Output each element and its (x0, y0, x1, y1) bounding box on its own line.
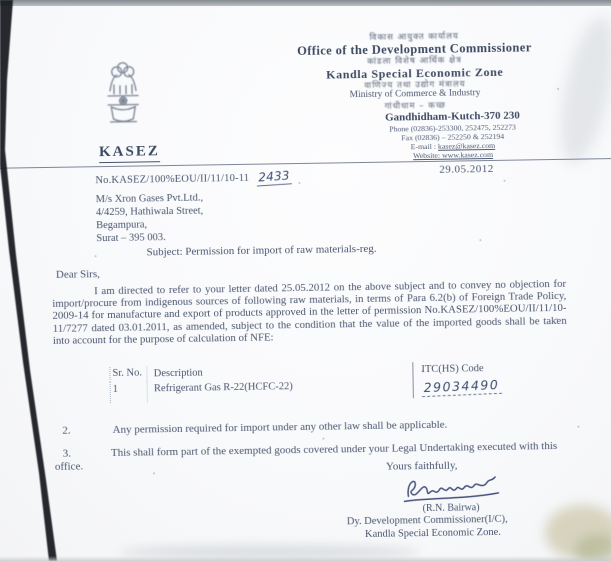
salutation: Dear Sirs, (55, 268, 100, 281)
header-itc-hs-code: ITC(HS) Code (412, 360, 543, 377)
header-sr-no: Sr. No. (109, 366, 147, 382)
letterhead-hindi-office: विकास आयुक्त कार्यालय (369, 31, 459, 43)
letterhead-zone-name: Kandla Special Economic Zone (326, 64, 504, 82)
closing-phrase: Yours faithfully, (385, 459, 458, 473)
letterhead-hindi-ministry: वाणिज्य तथा उद्योग मंत्रालय (364, 78, 466, 91)
letterhead-office-name: Office of the Development Commissioner (296, 39, 532, 58)
reference-number-printed: No.KASEZ/100%EOU/II/11/10-11 (95, 172, 250, 187)
kasez-logo: KASEZ (99, 143, 160, 163)
paragraph-2-text: Any permission required for import under any other law shall be applicable. (112, 418, 448, 436)
cell-description: Refrigerant Gas R-22(HCFC-22) (147, 377, 413, 402)
header-description: Description (147, 362, 413, 381)
letterhead-ministry: Ministry of Commerce & Industry (349, 88, 481, 101)
scan-bottom-edge (0, 556, 611, 561)
addressee-area: Begampura, (96, 219, 148, 232)
letter-date: 29.05.2012 (439, 162, 494, 176)
paragraph-2-number: 2. (62, 424, 71, 437)
body-paragraph-1: I am directed to refer to your letter dated 25.05.2012 on the above subject and to convey no objection for import/procure from indigenous sources of following raw materials, in terms of Para 6.2(b) of Foreign Trade Policy, 2009-14 for manufacture and export of products approved in the letter of permission No.KASEZ/100%EOU/II/11/10-11/7277 dated 03.01.2011, as amended, subject to the condition that the value of the imported goods shall be taken into account for the purpose of calculation of NFE: (52, 277, 567, 347)
signer-name: (R.N. Bairwa) (422, 502, 480, 515)
handwritten-itc-code: 29034490 (421, 377, 501, 397)
website-label: Website: (412, 151, 441, 161)
email-label: E-mail : (410, 141, 437, 152)
email-value: kasez@kasez.com (437, 141, 496, 151)
signer-organization: Kandla Special Economic Zone. (364, 526, 501, 541)
letterhead-address: Gandhidham-Kutch-370 230 (384, 109, 520, 124)
letterhead-fax: Fax (02836) – 252250 & 252194 (401, 131, 505, 143)
cell-sr-no: 1 (110, 381, 148, 403)
signer-title: Dy. Development Commissioner(I/C), (346, 513, 508, 528)
reference-number-handwritten: 2433 (256, 168, 292, 186)
subject-line: Subject: Permission for import of raw materials-reg. (146, 242, 377, 259)
addressee-street: 4/4259, Hathiwala Street, (95, 205, 204, 219)
letterhead-phone: Phone (02836)-253300, 252475, 252273 (389, 122, 517, 134)
addressee-name: M/s Xron Gases Pvt.Ltd., (95, 192, 204, 206)
letterhead-hindi-city: गांधीधाम – कच्छ (384, 100, 446, 112)
letterhead-hindi-zone: कांडला विशेष आर्थिक क्षेत्र (367, 55, 462, 67)
paragraph-3-text: This shall form part of the exempted goods covered under your Legal Undertaking executed with this office. (54, 439, 558, 473)
website-value: www.kasez.com (441, 150, 494, 161)
paragraph-3-number: 3. (62, 447, 72, 460)
addressee-city: Surat – 395 003. (96, 232, 166, 245)
